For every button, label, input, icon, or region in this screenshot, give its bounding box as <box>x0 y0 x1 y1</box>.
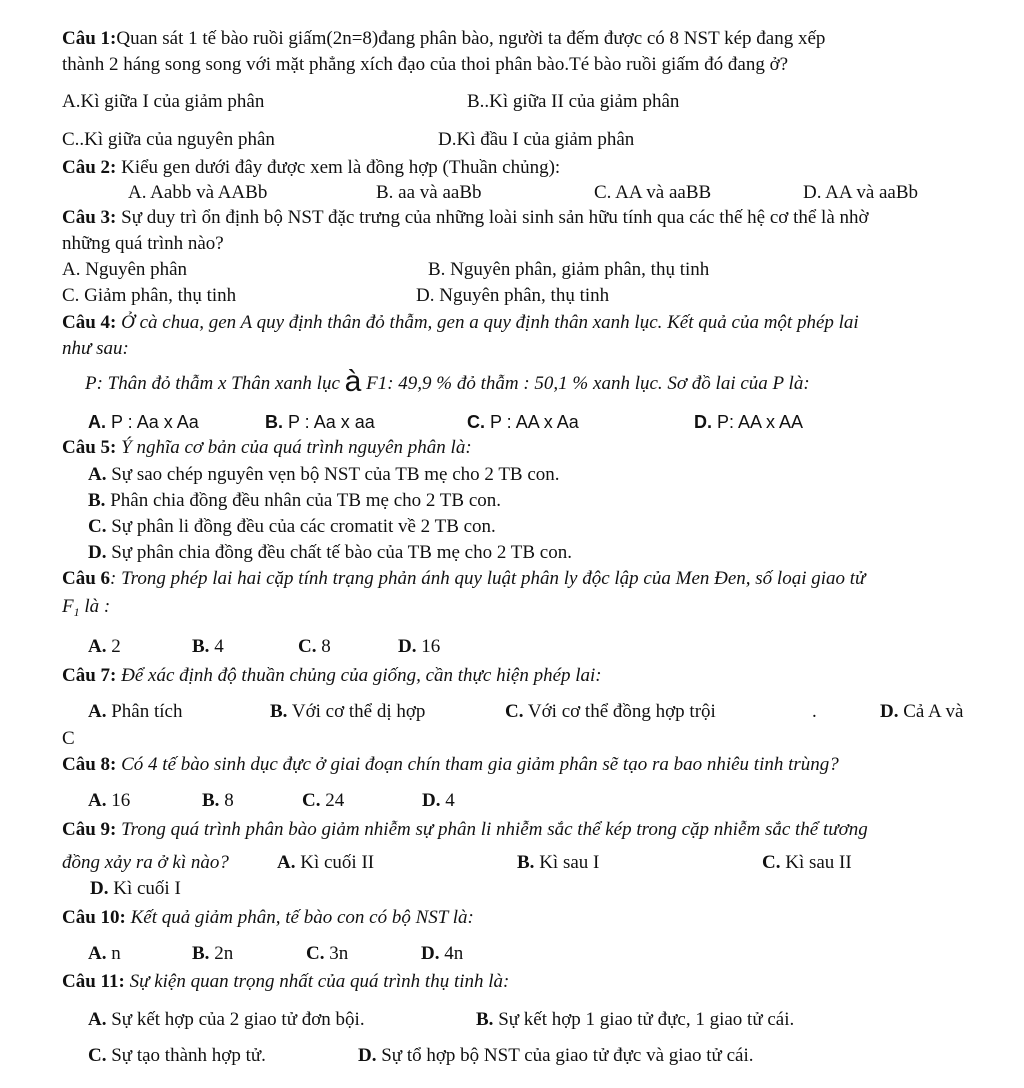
q6-option-a: A. 2 <box>88 636 121 657</box>
q8-option-a: A. 16 <box>88 790 131 811</box>
q7-option-d: D. Cả A và <box>880 701 964 722</box>
q5-option-a: A. Sự sao chép nguyên vẹn bộ NST của TB mẹ cho 2 TB con. <box>88 464 560 485</box>
q6-stem-line1: Câu 6: Trong phép lai hai cặp tính trạng phản ánh quy luật phân ly độc lập của Men Đen, số loại giao tử <box>62 568 866 589</box>
q2-option-c: C. AA và aaBB <box>594 182 712 203</box>
q10-option-c: C. 3n <box>306 943 349 964</box>
q9-option-b: B. Kì sau I <box>517 852 600 873</box>
q5-stem: Câu 5: Ý nghĩa cơ bản của quá trình nguyên phân là: <box>62 437 472 458</box>
q8-option-c: C. 24 <box>302 790 345 811</box>
q9-stem-line2: đồng xảy ra ở kì nào? <box>62 852 229 873</box>
q9-label: Câu 9: <box>62 819 117 840</box>
q4-stem-line1: Câu 4: Ở cà chua, gen A quy định thân đỏ thẫm, gen a quy định thân xanh lục. Kết quả của một phép lai <box>62 312 859 333</box>
q10-option-a: A. n <box>88 943 121 964</box>
q1-option-c: C..Kì giữa của nguyên phân <box>62 129 275 150</box>
q10-stem: Câu 10: Kết quả giảm phân, tế bào con có bộ NST là: <box>62 907 474 928</box>
q7-option-b: B. Với cơ thể dị hợp <box>270 701 426 722</box>
q6-label: Câu 6 <box>62 568 111 589</box>
q2-label: Câu 2: <box>62 157 117 178</box>
q11-option-d: D. Sự tổ hợp bộ NST của giao tử đực và giao tử cái. <box>358 1045 754 1066</box>
q11-option-c: C. Sự tạo thành hợp tử. <box>88 1045 266 1066</box>
q7-option-a: A. Phân tích <box>88 701 183 722</box>
q9-option-d: D. Kì cuối I <box>90 878 181 899</box>
q7-option-c: C. Với cơ thể đồng hợp trội <box>505 701 716 722</box>
q5-option-b: B. Phân chia đồng đều nhân của TB mẹ cho 2 TB con. <box>88 490 502 511</box>
q3-option-b: B. Nguyên phân, giảm phân, thụ tinh <box>428 259 710 280</box>
q9-option-c: C. Kì sau II <box>762 852 852 873</box>
q2-stem: Câu 2: Kiểu gen dưới đây được xem là đồng hợp (Thuần chủng): <box>62 157 561 178</box>
q3-option-d: D. Nguyên phân, thụ tinh <box>416 285 610 306</box>
q1-option-d: D.Kì đầu I của giảm phân <box>438 129 635 150</box>
q5-option-d: D. Sự phân chia đồng đều chất tế bào của TB mẹ cho 2 TB con. <box>88 542 572 563</box>
q10-option-d: D. 4n <box>421 943 464 964</box>
q4-option-c: C. P : AA x Aa <box>467 412 579 432</box>
q6-stem-line2: $F_1$ là : <box>62 596 111 619</box>
q8-stem: Câu 8: Có 4 tế bào sinh dục đực ở giai đoạn chín tham gia giảm phân sẽ tạo ra bao nhiêu tinh trùng? <box>62 754 839 775</box>
q11-stem: Câu 11: Sự kiện quan trọng nhất của quá trình thụ tinh là: <box>62 971 510 992</box>
q5-option-c: C. Sự phân li đồng đều của các cromatit về 2 TB con. <box>88 516 496 537</box>
q5-label: Câu 5: <box>62 437 117 458</box>
q1-option-b: B..Kì giữa II của giảm phân <box>467 91 680 112</box>
q7-stem: Câu 7: Để xác định độ thuần chủng của giống, cần thực hiện phép lai: <box>62 665 602 686</box>
q4-option-d: D. P: AA x AA <box>694 412 804 432</box>
q4-stem-line2: như sau: <box>62 338 129 359</box>
q4-cross-line: P: Thân đỏ thẫm x Thân xanh lục à F1: 49,9 % đỏ thẫm : 50,1 % xanh lục. Sơ đồ lai của P là: <box>85 365 810 398</box>
q11-label: Câu 11: <box>62 971 125 992</box>
q8-option-b: B. 8 <box>202 790 234 811</box>
q2-option-d: D. AA và aaBb <box>803 182 919 203</box>
q10-label: Câu 10: <box>62 907 126 928</box>
q1-stem-line1: Câu 1:Quan sát 1 tế bào ruồi giấm(2n=8)đang phân bào, người ta đếm được có 8 NST kép đang xếp <box>62 28 826 49</box>
q4-arrow: à <box>344 365 362 398</box>
q4-label: Câu 4: <box>62 312 117 333</box>
q2-option-b: B. aa và aaBb <box>376 182 482 203</box>
q6-option-b: B. 4 <box>192 636 224 657</box>
q7-dot: . <box>812 701 817 722</box>
q11-option-a: A. Sự kết hợp của 2 giao tử đơn bội. <box>88 1009 365 1030</box>
q6-option-c: C. 8 <box>298 636 331 657</box>
q9-option-a: A. Kì cuối II <box>277 852 375 873</box>
q7-option-d-wrap: C <box>62 728 75 749</box>
q9-stem-line1: Câu 9: Trong quá trình phân bào giảm nhiễm sự phân li nhiễm sắc thể kép trong cặp nhiễm sắc thể tương <box>62 819 868 840</box>
q10-option-b: B. 2n <box>192 943 234 964</box>
q3-label: Câu 3: <box>62 207 117 228</box>
q3-option-c: C. Giảm phân, thụ tinh <box>62 285 237 306</box>
q1-stem-line2: thành 2 háng song song với mặt phẳng xích đạo của thoi phân bào.Té bào ruồi giấm đó đang ở? <box>62 54 789 75</box>
q6-option-d: D. 16 <box>398 636 441 657</box>
q2-option-a: A. Aabb và AABb <box>128 182 268 203</box>
q3-option-a: A. Nguyên phân <box>62 259 188 280</box>
q3-stem-line2: những quá trình nào? <box>62 233 224 254</box>
q8-label: Câu 8: <box>62 754 117 775</box>
q3-stem-line1: Câu 3: Sự duy trì ổn định bộ NST đặc trưng của những loài sinh sản hữu tính qua các thế hệ cơ thể là nhờ <box>62 207 869 228</box>
q4-option-a: A. P : Aa x Aa <box>88 412 199 432</box>
q11-option-b: B. Sự kết hợp 1 giao tử đực, 1 giao tử cái. <box>476 1009 795 1030</box>
q8-option-d: D. 4 <box>422 790 455 811</box>
q4-option-b: B. P : Aa x aa <box>265 412 375 432</box>
q1-label: Câu 1: <box>62 28 117 49</box>
q1-option-a: A.Kì giữa I của giảm phân <box>62 91 265 112</box>
q7-label: Câu 7: <box>62 665 117 686</box>
